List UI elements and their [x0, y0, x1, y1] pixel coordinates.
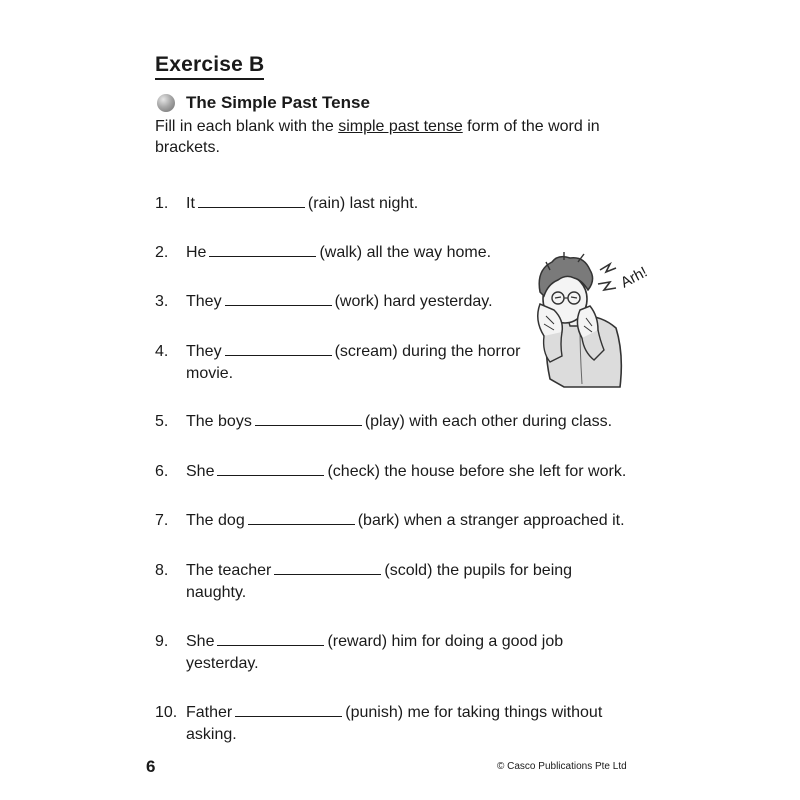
question-text [186, 193, 646, 215]
question-number: 9. [155, 633, 169, 650]
question-lead: She [186, 463, 215, 480]
instruction-after: form of the word in brackets. [155, 118, 600, 156]
question-text [186, 461, 656, 483]
question-text [186, 510, 656, 532]
exercise-title: Exercise B [155, 53, 264, 80]
question-lead: It [186, 195, 195, 212]
page-number: 6 [146, 757, 156, 776]
question-number: 4. [155, 343, 169, 360]
question-number: 3. [155, 293, 169, 310]
question-lead: They [186, 343, 222, 360]
question-tail: (walk) all the way home. [319, 244, 492, 261]
question-text [186, 560, 646, 604]
question-tail: (check) the house before she left for work. [327, 463, 627, 480]
section-heading [157, 92, 370, 114]
answer-blank[interactable] [217, 461, 324, 476]
question-tail: (bark) when a stranger approached it. [357, 512, 625, 529]
question-text [186, 631, 646, 675]
question-continuation: asking. [186, 726, 237, 743]
answer-blank[interactable] [225, 291, 332, 306]
question-text [186, 411, 656, 433]
question-tail: (reward) him for doing a good job [327, 633, 564, 650]
question-lead: Father [186, 704, 233, 721]
question-lead: The teacher [186, 562, 272, 579]
question-text [186, 702, 646, 746]
question-number: 2. [155, 244, 169, 261]
question-lead: They [186, 293, 222, 310]
question-continuation: movie. [186, 365, 234, 382]
boy-covering-ears-illustration [520, 244, 655, 394]
speech-text: Arh! [617, 263, 651, 292]
answer-blank[interactable] [225, 341, 332, 356]
instruction-before: Fill in each blank with the [155, 118, 339, 135]
answer-blank[interactable] [274, 560, 381, 575]
question-lead: The dog [186, 512, 245, 529]
answer-blank[interactable] [235, 702, 342, 717]
question-number: 7. [155, 512, 169, 529]
answer-blank[interactable] [255, 411, 362, 426]
question-continuation: naughty. [186, 584, 247, 601]
question-number: 6. [155, 463, 169, 480]
answer-blank[interactable] [248, 510, 355, 525]
question-tail: (rain) last night. [307, 195, 419, 212]
left-sleeve [544, 332, 562, 362]
answer-blank[interactable] [217, 631, 324, 646]
question-tail: (play) with each other during class. [364, 413, 613, 430]
instruction-text [155, 116, 645, 158]
question-number: 10. [155, 704, 178, 721]
question-number: 5. [155, 413, 169, 430]
question-number: 8. [155, 562, 169, 579]
question-tail: (scream) during the horror [334, 343, 521, 360]
question-tail: (work) hard yesterday. [334, 293, 493, 310]
noise-zigzag-top [600, 264, 616, 272]
copyright-notice: © Casco Publications Pte Ltd [497, 761, 627, 772]
instruction-underlined: simple past tense [338, 118, 463, 135]
question-tail: (scold) the pupils for being [384, 562, 573, 579]
question-tail: (punish) me for taking things without [345, 704, 603, 721]
question-lead: He [186, 244, 207, 261]
question-lead: She [186, 633, 215, 650]
answer-blank[interactable] [198, 193, 305, 208]
question-continuation: yesterday. [186, 655, 259, 672]
answer-blank[interactable] [209, 242, 316, 257]
section-title: The Simple Past Tense [186, 93, 370, 112]
bullet-ball-icon [157, 94, 175, 112]
question-number: 1. [155, 195, 169, 212]
noise-zigzag-bottom [598, 282, 616, 290]
question-lead: The boys [186, 413, 252, 430]
